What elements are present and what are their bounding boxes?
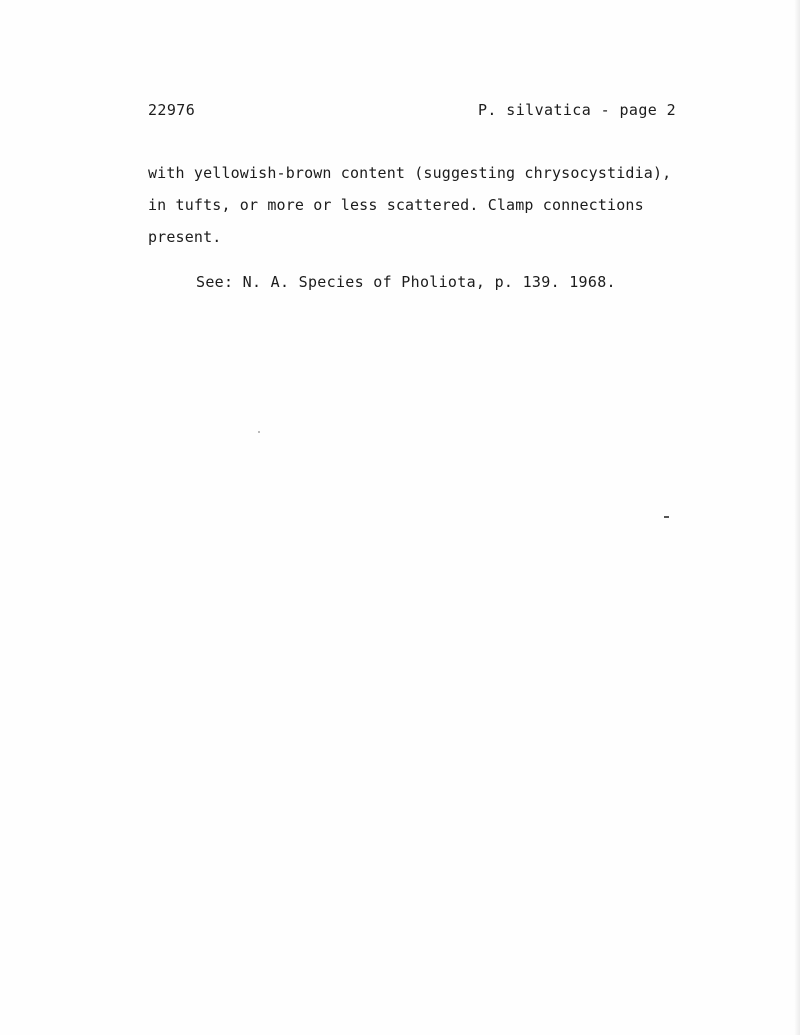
reference-citation: See: N. A. Species of Pholiota, p. 139. 1968.: [196, 273, 616, 291]
body-text-line: in tufts, or more or less scattered. Clamp connections: [148, 196, 644, 214]
scan-edge-shadow: [794, 0, 800, 1035]
body-text-line: with yellowish-brown content (suggesting chrysocystidia),: [148, 164, 672, 182]
scan-speck: [258, 431, 260, 433]
body-text-line: present.: [148, 228, 222, 246]
scan-speck: [664, 516, 669, 518]
running-head: P. silvatica - page 2: [478, 101, 677, 119]
document-number: 22976: [148, 101, 196, 119]
